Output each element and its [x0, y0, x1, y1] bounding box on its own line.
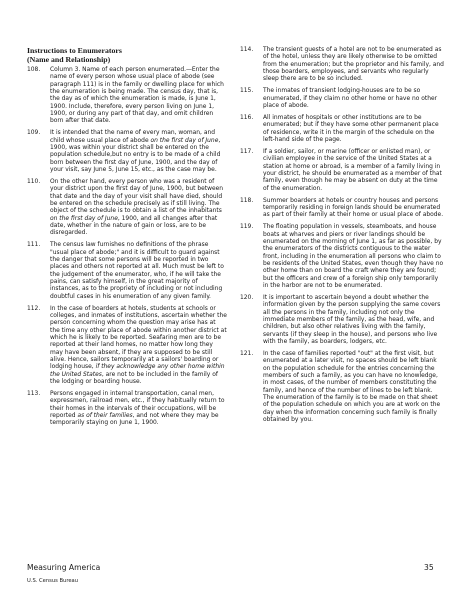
item-number: 119.	[240, 223, 254, 231]
instruction-item-109	[27, 129, 227, 173]
item-text: Summer boarders at hotels or country houses and persons temporarily residing in foreign lands should be enumerated as part of their family at their home or usual place of abode.	[263, 196, 444, 219]
item-number: 112.	[27, 304, 41, 312]
item-number: 109.	[27, 129, 41, 137]
instruction-item-117	[240, 148, 444, 192]
instruction-item-113	[27, 390, 227, 427]
item-text: All inmates of hospitals or other institutions are to be enumerated; but if they have some other permanent place of residence, write it in the margin of the schedule on the left-hand side of the page.	[263, 113, 439, 143]
item-text: , are not to be included in the family of the lodging or boarding house.	[50, 370, 218, 386]
item-text: The census law furnishes no definitions of the phrase "usual place of abode;" and it is difficult to guard against the danger that some persons will be reported in two places and others not reported at all. Much must be left to the judgement of the enumerator, who, if he will take the pains, can satisfy himself, in the great majority of instances, as to the propriety of including or not including doubtful cases in his enumeration of any given family.	[50, 241, 224, 300]
page-number: 35	[424, 563, 434, 572]
item-text: The floating population in vessels, steamboats, and house boats at wharves and piers or river landings should be enumerated on the morning of June 1, as far as possible, by the enumerators of the districts contiguous to the water front, including in the enumeration all persons who claim to be residents of the United States, even though they have no other home than on board the craft where they are found; but the officers and crew of a foreign ship only temporarily in the harbor are not to be enumerated.	[263, 223, 444, 289]
instruction-item-121	[240, 350, 444, 423]
heading-title: Instructions to Enumerators	[27, 46, 122, 55]
instruction-item-118	[240, 197, 444, 219]
instruction-item-110	[27, 178, 227, 237]
footer-subtitle: U.S. Census Bureau	[27, 578, 79, 584]
instruction-item-114	[240, 46, 444, 83]
item-text-emphasis: on the first day of June	[50, 214, 118, 222]
section-heading	[27, 46, 227, 64]
item-number: 120.	[240, 293, 254, 301]
item-text: If a soldier, sailor, or marine (officer or enlisted man), or civilian employee in the service of the United States at a station at home or abroad, is a member of a family living in your district, he should be enumerated as a member of that family, even though he may be absent on duty at the time of the enumeration.	[263, 147, 442, 192]
item-text: Column 3. Name of each person enumerated.—Enter the name of every person whose usual place of abode (see paragraph 111) is in the family or dwelling place for which the enumeration is being made. The census day, that is, the day as of which the enumeration is made, is June 1, 1900. Include, therefore, every person living on June 1, 1900, or during any part of that day, and omit children born after that date.	[50, 65, 224, 125]
item-number: 115.	[240, 87, 254, 95]
item-number: 116.	[240, 113, 254, 121]
instruction-item-108	[27, 66, 227, 125]
item-text-emphasis: if they acknowledge any other home within the United States	[50, 363, 225, 378]
item-text: In the case of families reported "out" at the first visit, but enumerated at a later visit, no spaces should be left blank on the population schedule for the entries concerning the members of such a family, as you can have no knowledge, in most cases, of the number of members constituting the family, and hence of the number of lines to be left blank. The enumeration of the family is to be made on that sheet of the population schedule on which you are at work on the day when the information concerning such family is finally obtained by you.	[263, 349, 441, 423]
footer-title: Measuring America	[27, 563, 101, 572]
item-number: 110.	[27, 177, 41, 185]
item-number: 108.	[27, 65, 41, 73]
item-text-emphasis: on the first day of June	[150, 136, 219, 144]
instruction-item-119	[240, 223, 444, 289]
item-number: 118.	[240, 196, 254, 204]
item-text: , 1900, and all changes after that date, whether in the nature of gain or loss, are to be disregarded.	[50, 214, 218, 237]
item-text: The inmates of transient lodging-houses are to be so enumerated, if they claim no other home or have no other place of abode.	[263, 87, 438, 109]
item-text: On the other hand, every person who was a resident of your district upon the first day of June, 1900, but between that date and the day of your visit shall have died, should be entered on the schedule precisely as if still living. The object of the schedule is to obtain a list of the inhabitants	[50, 177, 224, 215]
item-text: It is important to ascertain beyond a doubt whether the information given by the person supplying the same covers all the persons in the family, including not only the immediate members of the family, as the head, wife, and children, but also other relatives living with the family, servants (if they sleep in the house), and persons who live with the family, as boarders, lodgers, etc.	[263, 293, 441, 345]
item-number: 117.	[240, 147, 254, 155]
right-column	[240, 46, 444, 428]
instruction-item-111	[27, 241, 227, 300]
item-text: , and not where they may be temporarily staying on June 1, 1900.	[50, 412, 219, 427]
item-text: , 1900, was within your district shall be entered on the population schedule,but no entry is to be made of a child born between the first day of June, 1900, and the day of your visit, say June 5, June 15, etc., as the case may be.	[50, 136, 221, 173]
item-number: 114.	[240, 46, 254, 53]
item-number: 113.	[27, 389, 41, 397]
instruction-item-115	[240, 87, 444, 109]
item-number: 121.	[240, 349, 254, 357]
item-text: Persons engaged in internal transportation, canal men, expressmen, railroad men, etc., if they habitually return to their homes in the intervals of their occupations, will be reported	[50, 389, 225, 419]
left-column	[27, 46, 227, 431]
item-text-emphasis: as of their families	[77, 412, 133, 419]
item-text: The transient guests of a hotel are not to be enumerated as of the hotel, unless they are likely otherwise to be omitted from the enumeration; but the proprietor and his family, and those boarders, employees, and servants who regularly sleep there are to be so included.	[263, 46, 444, 83]
item-text: In the case of boarders at hotels, students at schools or colleges, and inmates of institutions, ascertain whether the person concerning whom the question may arise has at the time any other place of abode within another district at which he is likely to be reported. Seafaring men are to be reported at their land homes, no matter how long they may have been absent, if they are supposed to be still alive. Hence, sailors temporarily at a sailors' boarding or lodging house,	[50, 304, 227, 371]
heading-subtitle: (Name and Relationship)	[27, 55, 111, 65]
instruction-item-120	[240, 294, 444, 345]
item-number: 111.	[27, 241, 41, 249]
instruction-item-112	[27, 305, 227, 386]
instruction-item-116	[240, 114, 444, 143]
item-text: It is intended that the name of every man, woman, and child whose usual place of abode	[50, 129, 215, 144]
